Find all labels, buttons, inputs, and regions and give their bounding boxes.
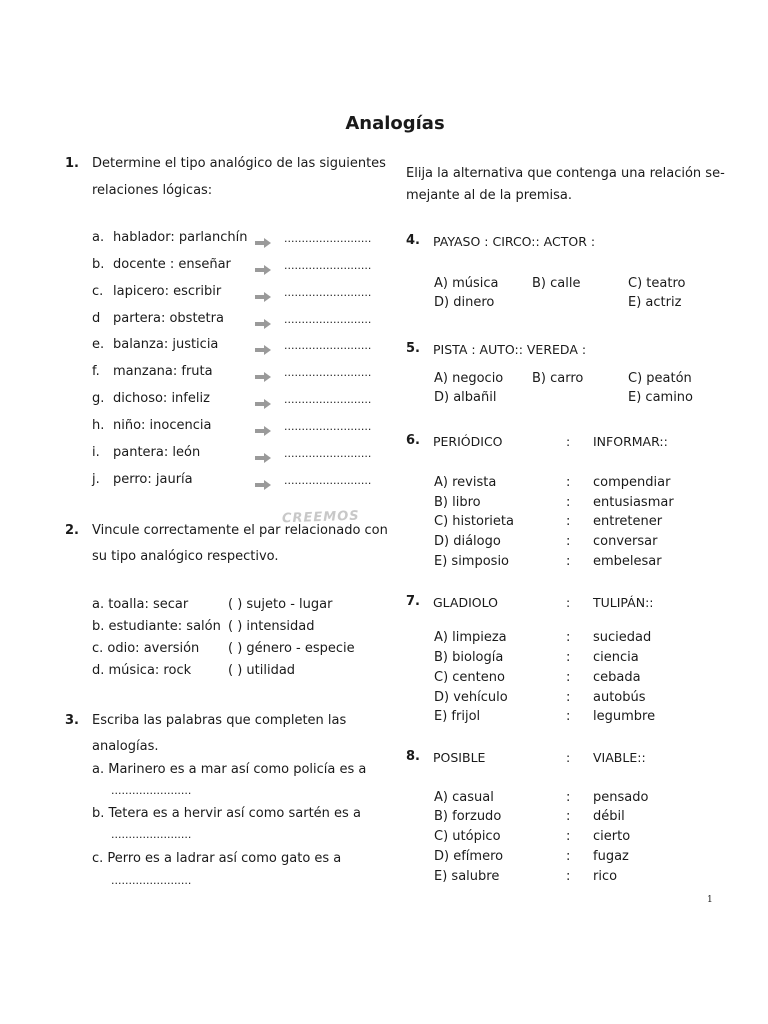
right-intro-line1: Elija la alternativa que contenga una relación se-: [406, 166, 725, 181]
q7-premise-colon: :: [566, 595, 571, 610]
q1-item-blank: .........................: [284, 313, 372, 326]
q6-option-left: A) revista: [434, 475, 497, 490]
q6-option-right: compendiar: [593, 475, 671, 490]
q4-premise: PAYASO : CIRCO:: ACTOR :: [433, 234, 596, 249]
q2-prompt-line2: su tipo analógico respectivo.: [92, 549, 279, 564]
q8-number: 8.: [406, 749, 420, 764]
q2-item-right: ( ) utilidad: [228, 663, 296, 678]
q1-item-text: pantera: león: [113, 445, 201, 460]
q6-option-colon: :: [566, 475, 571, 490]
q6-number: 6.: [406, 433, 420, 448]
q7-option-left: C) centeno: [434, 670, 505, 685]
q6-option-left: C) historieta: [434, 514, 514, 529]
q2-item-right: ( ) intensidad: [228, 619, 315, 634]
q8-option-colon: :: [566, 849, 571, 864]
q7-premise-left: GLADIOLO: [433, 595, 498, 610]
watermark: CREEMOS: [281, 508, 360, 527]
q1-item-blank: .........................: [284, 339, 372, 352]
arrow-right-icon: [255, 340, 271, 350]
arrow-right-icon: [255, 475, 271, 485]
q1-item-blank: .........................: [284, 420, 372, 433]
q6-option-right: entretener: [593, 514, 663, 529]
q3-item-blank: .......................: [111, 874, 192, 887]
q6-option-colon: :: [566, 534, 571, 549]
q6-option-colon: :: [566, 495, 571, 510]
q3-item-blank: .......................: [111, 784, 192, 797]
q1-item-text: balanza: justicia: [113, 337, 219, 352]
q8-option-colon: :: [566, 809, 571, 824]
q7-option-left: D) vehículo: [434, 690, 508, 705]
q8-option-colon: :: [566, 829, 571, 844]
q5-number: 5.: [406, 341, 420, 356]
q4-option-e: E) actriz: [628, 295, 682, 310]
q4-option-b: B) calle: [532, 276, 581, 291]
q8-option-right: fugaz: [593, 849, 629, 864]
arrow-right-icon: [255, 367, 271, 377]
q6-option-right: conversar: [593, 534, 658, 549]
q7-option-right: legumbre: [593, 709, 656, 724]
q6-option-colon: :: [566, 514, 571, 529]
q1-item-text: dichoso: infeliz: [113, 391, 210, 406]
q8-option-right: débil: [593, 809, 625, 824]
q1-item-label: e.: [92, 337, 105, 352]
q1-item-label: d: [92, 311, 101, 326]
q6-premise-colon: :: [566, 434, 571, 449]
q6-option-colon: :: [566, 554, 571, 569]
q7-option-colon: :: [566, 670, 571, 685]
arrow-right-icon: [255, 233, 271, 243]
q8-option-left: E) salubre: [434, 869, 500, 884]
q2-item-left: c. odio: aversión: [92, 641, 200, 656]
q5-option-b: B) carro: [532, 371, 584, 386]
q7-option-colon: :: [566, 690, 571, 705]
q8-option-right: rico: [593, 869, 618, 884]
q8-option-colon: :: [566, 869, 571, 884]
q8-option-colon: :: [566, 790, 571, 805]
q5-option-d: D) albañil: [434, 390, 497, 405]
q8-premise-right: VIABLE::: [593, 750, 646, 765]
q6-premise-left: PERIÓDICO: [433, 434, 503, 449]
q7-option-colon: :: [566, 630, 571, 645]
q2-prompt-line1: Vincule correctamente el par relacionado con: [92, 523, 388, 538]
q5-option-e: E) camino: [628, 390, 693, 405]
q6-option-left: D) diálogo: [434, 534, 501, 549]
q2-item-right: ( ) sujeto - lugar: [228, 597, 333, 612]
q1-item-blank: .........................: [284, 474, 372, 487]
q1-number: 1.: [65, 156, 79, 171]
q1-item-blank: .........................: [284, 232, 372, 245]
q8-option-left: A) casual: [434, 790, 494, 805]
q3-item-text: c. Perro es a ladrar así como gato es a: [92, 851, 342, 866]
q6-option-left: B) libro: [434, 495, 481, 510]
q5-option-c: C) peatón: [628, 371, 692, 386]
q7-option-left: B) biología: [434, 650, 504, 665]
right-intro-line2: mejante al de la premisa.: [406, 188, 572, 203]
q1-item-label: g.: [92, 391, 105, 406]
q7-option-colon: :: [566, 709, 571, 724]
arrow-right-icon: [255, 448, 271, 458]
q1-item-label: h.: [92, 418, 105, 433]
q3-number: 3.: [65, 713, 79, 728]
q1-item-blank: .........................: [284, 286, 372, 299]
q7-number: 7.: [406, 594, 420, 609]
q7-option-right: autobús: [593, 690, 646, 705]
q7-option-left: E) frijol: [434, 709, 481, 724]
q3-prompt-line2: analogías.: [92, 739, 159, 754]
q1-item-text: perro: jauría: [113, 472, 193, 487]
arrow-right-icon: [255, 314, 271, 324]
page-number: 1: [707, 895, 713, 905]
q1-item-label: c.: [92, 284, 104, 299]
q1-item-blank: .........................: [284, 447, 372, 460]
q1-item-label: b.: [92, 257, 105, 272]
arrow-right-icon: [255, 287, 271, 297]
q1-item-label: f.: [92, 364, 100, 379]
q1-item-label: j.: [92, 472, 100, 487]
q1-item-text: niño: inocencia: [113, 418, 212, 433]
q3-item-text: a. Marinero es a mar así como policía es a: [92, 762, 367, 777]
q1-item-text: lapicero: escribir: [113, 284, 222, 299]
q7-option-left: A) limpieza: [434, 630, 507, 645]
q6-premise-right: INFORMAR::: [593, 434, 668, 449]
q8-option-left: B) forzudo: [434, 809, 502, 824]
q1-item-label: i.: [92, 445, 100, 460]
q3-item-blank: .......................: [111, 828, 192, 841]
q1-item-blank: .........................: [284, 393, 372, 406]
q1-item-blank: .........................: [284, 259, 372, 272]
q6-option-left: E) simposio: [434, 554, 510, 569]
page-title: Analogías: [345, 113, 445, 134]
q8-option-left: D) efímero: [434, 849, 504, 864]
q5-premise: PISTA : AUTO:: VEREDA :: [433, 342, 587, 357]
q7-premise-right: TULIPÁN::: [593, 595, 654, 610]
q6-option-right: embelesar: [593, 554, 662, 569]
q8-premise-colon: :: [566, 750, 571, 765]
q3-item-text: b. Tetera es a hervir así como sartén es a: [92, 806, 361, 821]
q4-option-a: A) música: [434, 276, 499, 291]
q3-prompt-line1: Escriba las palabras que completen las: [92, 713, 347, 728]
q1-item-text: hablador: parlanchín: [113, 230, 248, 245]
q1-item-label: a.: [92, 230, 105, 245]
q8-premise-left: POSIBLE: [433, 750, 486, 765]
q7-option-colon: :: [566, 650, 571, 665]
q2-item-left: d. música: rock: [92, 663, 192, 678]
q1-prompt-line1: Determine el tipo analógico de las siguientes: [92, 156, 386, 171]
q1-item-blank: .........................: [284, 366, 372, 379]
q1-item-text: manzana: fruta: [113, 364, 213, 379]
q1-item-text: partera: obstetra: [113, 311, 224, 326]
q1-item-text: docente : enseñar: [113, 257, 231, 272]
q2-number: 2.: [65, 523, 79, 538]
q4-option-c: C) teatro: [628, 276, 686, 291]
q7-option-right: suciedad: [593, 630, 652, 645]
q8-option-left: C) utópico: [434, 829, 501, 844]
q7-option-right: ciencia: [593, 650, 639, 665]
q5-option-a: A) negocio: [434, 371, 504, 386]
q8-option-right: cierto: [593, 829, 631, 844]
q1-prompt-line2: relaciones lógicas:: [92, 183, 213, 198]
q7-option-right: cebada: [593, 670, 641, 685]
arrow-right-icon: [255, 421, 271, 431]
q4-option-d: D) dinero: [434, 295, 495, 310]
q2-item-left: a. toalla: secar: [92, 597, 189, 612]
q8-option-right: pensado: [593, 790, 649, 805]
q2-item-left: b. estudiante: salón: [92, 619, 221, 634]
q2-item-right: ( ) género - especie: [228, 641, 355, 656]
q4-number: 4.: [406, 233, 420, 248]
arrow-right-icon: [255, 260, 271, 270]
arrow-right-icon: [255, 394, 271, 404]
q6-option-right: entusiasmar: [593, 495, 674, 510]
